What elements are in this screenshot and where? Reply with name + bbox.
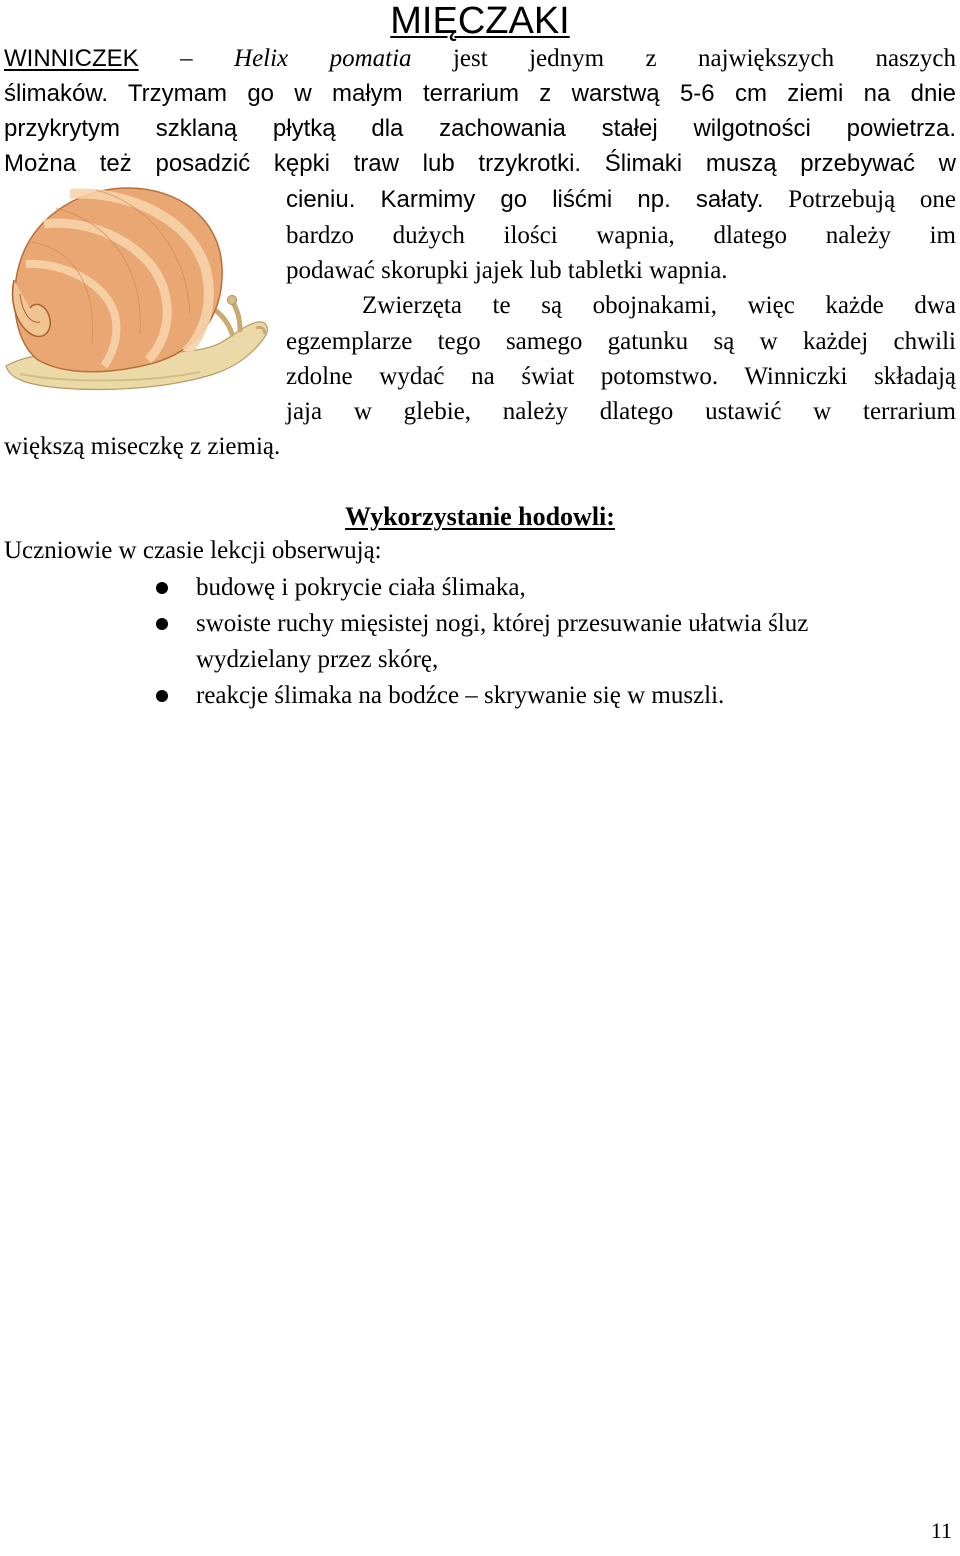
intro-line-9: egzemplarze tego samego gatunku są w każdej chwili: [286, 328, 956, 355]
intro-line-3: przykrytym szklaną płytką dla zachowania stałej wilgotności powietrza.: [4, 115, 956, 142]
section-title: Wykorzystanie hodowli:: [345, 502, 615, 531]
intro-line-2: ślimaków. Trzymam go w małym terrarium z warstwą 5-6 cm ziemi na dnie: [4, 80, 956, 107]
intro-line-5-serif: Potrzebują one: [788, 186, 957, 213]
intro-line-10: zdolne wydać na świat potomstwo. Winniczki składają: [286, 363, 956, 390]
list-item-2-cont: wydzielany przez skórę,: [196, 646, 439, 673]
page-number: 11: [930, 1518, 952, 1543]
intro-line-11: jaja w glebie, należy dlatego ustawić w terrarium: [286, 398, 956, 425]
intro-line-12: większą miseczkę z ziemią.: [4, 433, 281, 460]
snail-illustration: [0, 184, 272, 404]
intro-line-5-sans: cieniu. Karmimy go liśćmi np. sałaty.: [286, 186, 764, 213]
intro-line-5: [286, 185, 956, 215]
species-name: WINNICZEK: [4, 45, 139, 72]
list-item-1: budowę i pokrycie ciała ślimaka,: [196, 574, 526, 601]
section-lead: Uczniowie w czasie lekcji obserwują:: [4, 537, 382, 564]
intro-line-7: podawać skorupki jajek lub tabletki wapnia.: [286, 257, 728, 284]
latin-name: Helix pomatia: [234, 45, 412, 72]
page-title: MIĘCZAKI: [390, 0, 570, 42]
bullet-icon: [156, 618, 168, 630]
dash: –: [180, 45, 193, 72]
bullet-icon: [156, 582, 168, 594]
list-item-3: reakcje ślimaka na bodźce – skrywanie się w muszli.: [196, 682, 725, 709]
intro-line-6: bardzo dużych ilości wapnia, dlatego należy im: [286, 222, 956, 249]
intro-line-1-rest: jest jednym z największych naszych: [452, 45, 957, 72]
intro-line-4: Można też posadzić kępki traw lub trzykrotki. Ślimaki muszą przebywać w: [4, 150, 956, 177]
list-item-2: swoiste ruchy mięsistej nogi, której przesuwanie ułatwia śluz: [196, 610, 809, 637]
intro-line-8: Zwierzęta te są obojnakami, więc każde dwa: [362, 292, 956, 319]
intro-line-1: [4, 44, 956, 74]
bullet-icon: [156, 690, 168, 702]
